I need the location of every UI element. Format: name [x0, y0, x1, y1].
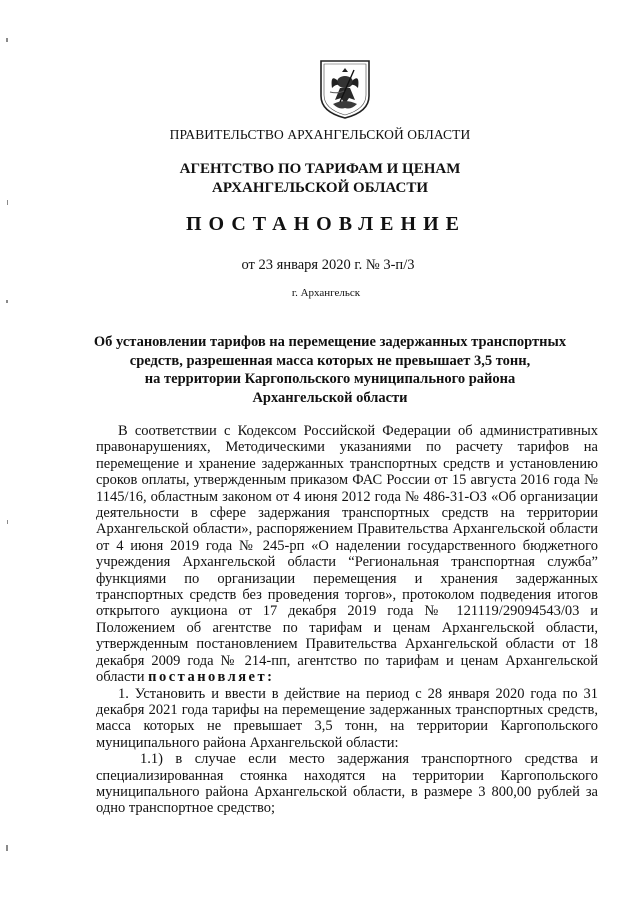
agency-line-1: АГЕНТСТВО ПО ТАРИФАМ И ЦЕНАМ	[179, 161, 461, 177]
title-line-2: средств, разрешенная масса которых не превышает 3,5 тонн,	[129, 352, 531, 369]
document-body	[96, 423, 598, 817]
scan-speck	[6, 38, 8, 42]
scan-speck	[7, 520, 8, 524]
agency-line-2: АРХАНГЕЛЬСКОЙ ОБЛАСТИ	[212, 180, 428, 196]
government-name: ПРАВИТЕЛЬСТВО АРХАНГЕЛЬСКОЙ ОБЛАСТИ	[169, 127, 471, 142]
scan-speck	[6, 845, 8, 851]
document-type: ПОСТАНОВЛЕНИЕ	[186, 213, 466, 235]
document-title	[10, 333, 640, 407]
preamble-text: В соответствии с Кодексом Российской Федерации об административных правонарушениях, Методическими указаниями по расчету тарифов на перемещение и хранение задержанных транспортных средств и установлению сроков оплаты, утвержденным приказом ФАС России от 15 августа 2016 года № 1145/16, областным законом от 4 июня 2012 года № 486-31-ОЗ «Об организации деятельности в сфере задержания транспортных средств на территории Архангельской области», распоряжением Правительства Архангельской области от 4 июня 2019 года № 245-рп «О наделении государственного бюджетного учреждения Архангельской области “Региональная транспортная служба” функциями по организации перемещения и хранения задержанных транспортных средств без проведения торгов», протоколом подведения итогов открытого аукциона от 17 декабря 2019 года № 121119/29094543/03 и Положением об агентстве по тарифам и ценам Архангельской области, утвержденным постановлением Правительства Архангельской области от 18 декабря 2009 года № 214-пп, агентство по тарифам и ценам Архангельской области	[96, 423, 598, 686]
title-line-3: на территории Каргопольского муниципального района	[144, 371, 516, 387]
scan-speck	[6, 300, 8, 303]
scan-speck	[7, 200, 8, 205]
item-1-1-paragraph: 1.1) в случае если место задержания транспортного средства и специализированная стоянка находятся на территории Каргопольского муниципального района Архангельской области, в размере 3 800,00 рублей за одно транспортное средство;	[96, 751, 598, 817]
coat-of-arms-icon	[318, 58, 372, 120]
agency-name	[0, 160, 640, 198]
preamble-paragraph	[96, 423, 598, 686]
document-date-number: от 23 января 2020 г. № 3-п/3	[241, 257, 415, 273]
decree-word: постановляет:	[148, 669, 275, 686]
title-line-1: Об установлении тарифов на перемещение задержанных транспортных	[93, 334, 567, 350]
item-1-paragraph: 1. Установить и ввести в действие на период с 28 января 2020 года по 31 декабря 2021 года тарифы на перемещение задержанных транспортных средств, масса которых не превышает 3,5 тонн, на территории Каргопольского муниципального района Архангельской области:	[96, 685, 598, 751]
title-line-4: Архангельской области	[252, 389, 408, 406]
document-city: г. Архангельск	[291, 287, 361, 299]
